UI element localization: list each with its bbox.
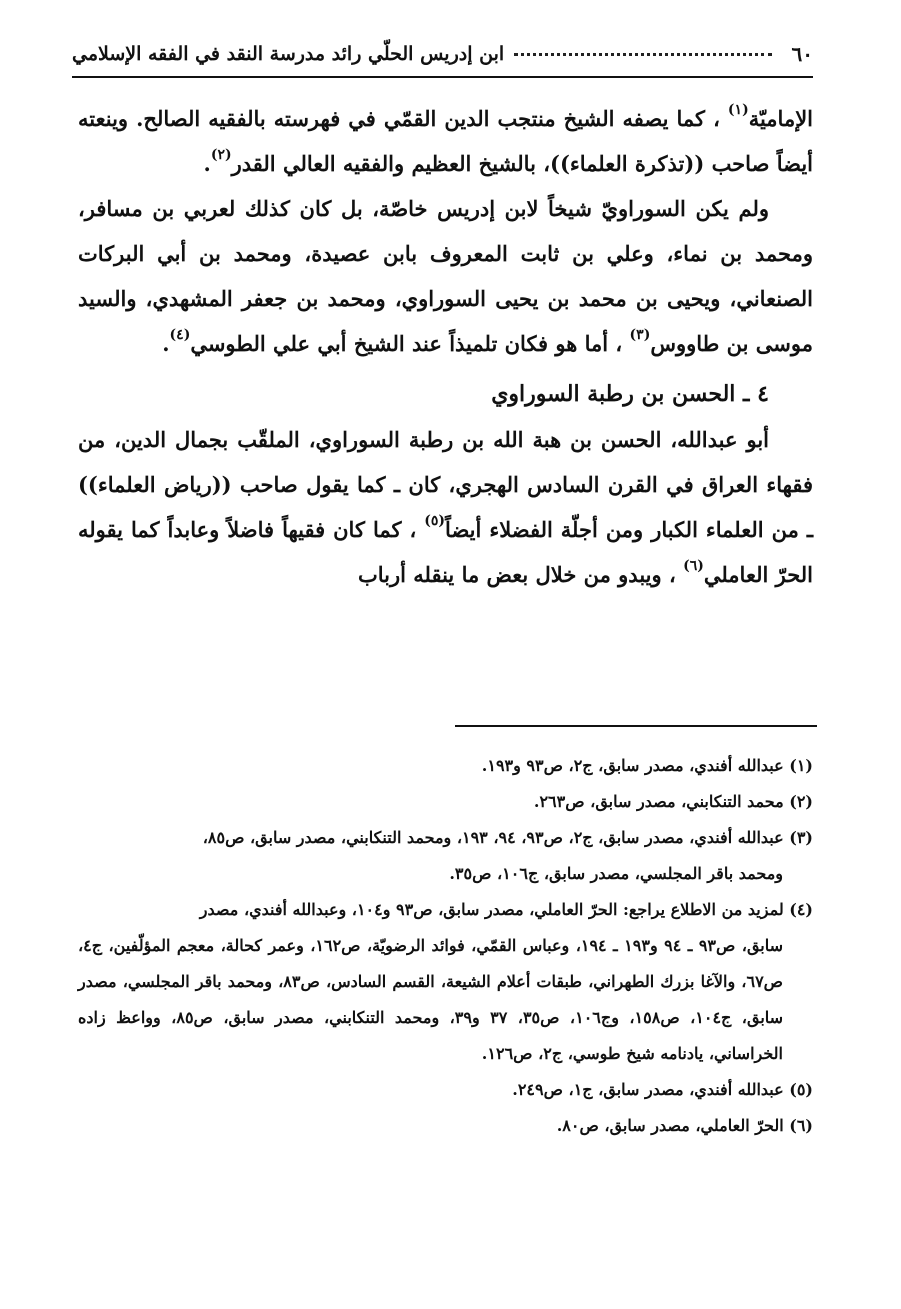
footnote-3 bbox=[78, 820, 813, 892]
footnote-ref-1: (١) bbox=[727, 102, 749, 118]
text-run: . bbox=[203, 151, 211, 176]
paragraph-3 bbox=[78, 417, 813, 597]
paragraph-1 bbox=[78, 96, 813, 186]
footnote-ref-4: (٤) bbox=[169, 327, 191, 343]
page-number: ٦٠ bbox=[791, 42, 813, 66]
text-run: ، ويبدو من خلال بعض ما ينقله أرباب bbox=[357, 562, 676, 587]
running-header bbox=[72, 36, 813, 72]
section-heading: ٤ ـ الحسن بن رطبة السوراوي bbox=[491, 381, 769, 407]
footnote-1: (١) عبدالله أفندي، مصدر سابق، ج٢، ص٩٣ و١٩٣. bbox=[481, 756, 813, 775]
paragraph-2 bbox=[78, 186, 813, 366]
footnotes bbox=[78, 748, 813, 1144]
footnote-2: (٢) محمد التنكابني، مصدر سابق، ص٢٦٣. bbox=[533, 792, 813, 811]
text-run: ، كما كان فقيهاً فاضلاً وعابداً كما يقوله الحرّ العاملي bbox=[78, 517, 813, 587]
text-run: . bbox=[162, 331, 170, 356]
text-run: أبو عبدالله، الحسن بن هبة الله بن رطبة السوراوي، الملقّب بجمال الدين، من فقهاء العراق في القرن السادس الهجري، كان ـ كما يقول صاحب ((رياض العلماء)) ـ من العلماء الكبار ومن أجلّة الفضلاء أيضاً bbox=[78, 427, 814, 542]
footnote-text: (٤) لمزيد من الاطلاع يراجع: الحرّ العاملي، مصدر سابق، ص٩٣ و١٠٤، وعبدالله أفندي، مصدر bbox=[199, 900, 813, 919]
footnote-5: (٥) عبدالله أفندي، مصدر سابق، ج١، ص٢٤٩. bbox=[512, 1080, 813, 1099]
footnote-4 bbox=[78, 892, 813, 1072]
footnote-continuation: ومحمد باقر المجلسي، مصدر سابق، ج١٠٦، ص٣٥. bbox=[449, 864, 783, 883]
running-title: ابن إدريس الحلّي رائد مدرسة النقد في الفقه الإسلامي bbox=[72, 43, 505, 65]
text-run: ، أما هو فكان تلميذاً عند الشيخ أبي علي الطوسي bbox=[190, 331, 623, 356]
header-dot-leader bbox=[514, 45, 771, 56]
footnote-6: (٦) الحرّ العاملي، مصدر سابق، ص٨٠. bbox=[556, 1116, 813, 1135]
footnote-continuation: سابق، ص٩٣ ـ ٩٤ و١٩٣ ـ ١٩٤، وعباس القمّي، فوائد الرضويّة، ص١٦٢، وعمر كحالة، معجم المؤلّفين، ج٤، ص٦٧، والآغا بزرك الطهراني، طبقات أعلام الشيعة، القسم السادس، ص٨٣، ومحمد باقر المجلسي، مصدر سابق، ج١٠٤، ص١٥٨، وج١٠٦، ص٣٥، ٣٧ و٣٩، ومحمد التنكابني، مصدر سابق، ص٨٥، وواعظ زاده الخراساني، يادنامه شيخ طوسي، ج٢، ص١٢٦. bbox=[78, 936, 784, 1063]
footnote-ref-2: (٢) bbox=[210, 147, 232, 163]
footnote-ref-5: (٥) bbox=[424, 513, 446, 529]
header-rule bbox=[72, 76, 813, 78]
footnote-ref-6: (٦) bbox=[683, 558, 704, 574]
main-text bbox=[78, 96, 813, 597]
text-run: الإماميّة bbox=[748, 106, 814, 131]
footnote-text: (٣) عبدالله أفندي، مصدر سابق، ج٢، ص٩٣، ٩٤، ١٩٣، ومحمد التنكابني، مصدر سابق، ص٨٥، bbox=[202, 828, 813, 847]
text-run: ولم يكن السوراويّ شيخاً لابن إدريس خاصّة، بل كان كذلك لعربي بن مسافر، ومحمد بن نماء، وعلي بن ثابت المعروف بابن عصيدة، ومحمد بن أبي البركات الصنعاني، ويحيى بن محمد بن يحيى السوراوي، ومحمد بن جعفر المشهدي، والسيد موسى بن طاووس bbox=[78, 196, 813, 356]
footnote-separator bbox=[455, 725, 817, 727]
text-run: ، كما يصفه الشيخ منتجب الدين القمّي في فهرسته بالفقيه الصالح. وينعته أيضاً صاحب ((تذكرة العلماء))، بالشيخ العظيم والفقيه العالي القدر bbox=[78, 106, 813, 176]
footnote-ref-3: (٣) bbox=[629, 327, 651, 343]
